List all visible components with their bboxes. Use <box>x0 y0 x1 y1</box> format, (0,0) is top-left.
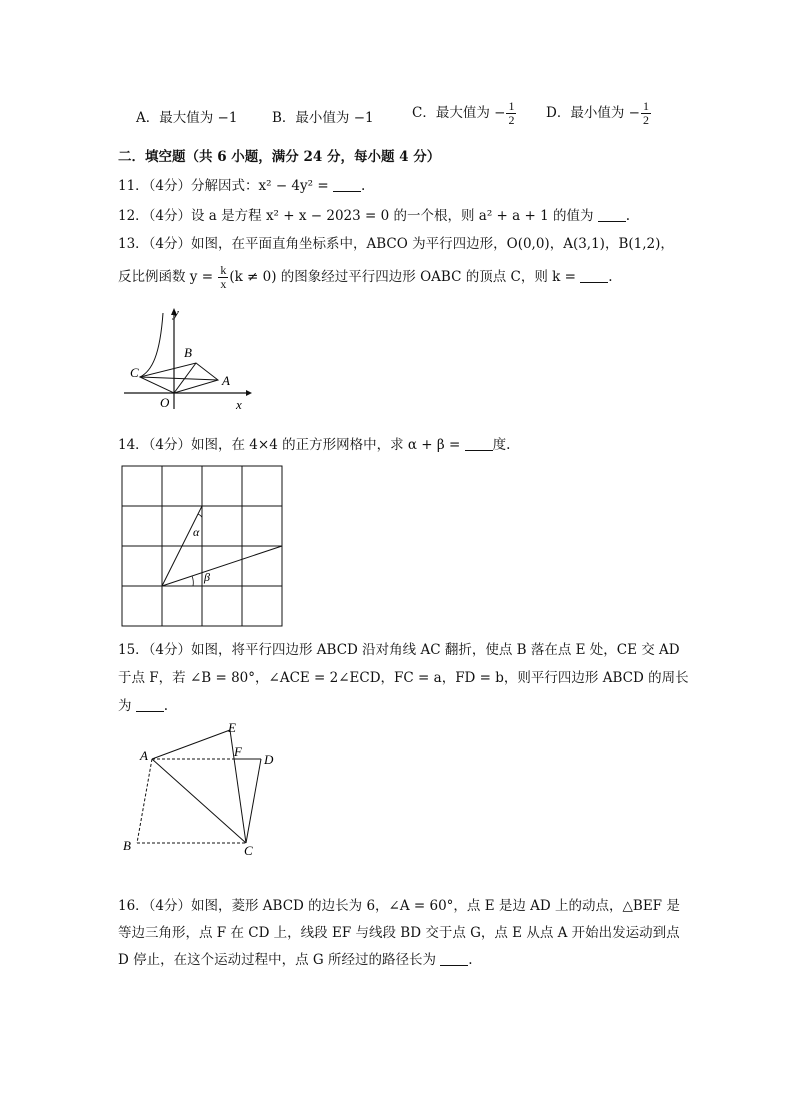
label-c: C <box>244 843 253 858</box>
question-11-text: 11．（4分）分解因式：x² − 4y² = <box>118 178 333 194</box>
answer-blank[interactable] <box>136 698 164 712</box>
question-15-line-3 <box>118 694 168 714</box>
choice-d-text: D．最小值为 − <box>546 105 640 121</box>
label-b: B <box>123 838 131 853</box>
q13-coordinate-figure <box>118 305 258 415</box>
q15-parallelogram-figure <box>118 716 288 858</box>
choice-a: A．最大值为 −1 <box>136 110 238 126</box>
answer-blank[interactable] <box>580 269 608 283</box>
label-a: A <box>222 373 230 388</box>
section-heading: 二．填空题（共 6 小题，满分 24 分，每小题 4 分） <box>118 149 441 165</box>
k-over-x-fraction: $\frac{k}{x}$ <box>220 263 227 291</box>
label-d: D <box>264 752 274 767</box>
question-15-text: 为 <box>118 698 136 714</box>
question-13-line-1: 13．（4分）如图，在平面直角坐标系中，ABCO 为平行四边形，O(0,0)，A(3,1)，B(1,2)， <box>118 236 674 252</box>
question-16-text: D 停止，在这个运动过程中，点 G 所经过的路径长为 <box>118 952 441 968</box>
question-15-line-1: 15．（4分）如图，将平行四边形 ABCD 沿对角线 AC 翻折，使点 B 落在点 E 处，CE 交 AD <box>118 642 680 658</box>
side-ab-dashed <box>137 759 152 843</box>
question-12-end: . <box>625 208 631 224</box>
question-11 <box>118 174 365 194</box>
choice-d <box>546 100 652 127</box>
question-13-text: 反比例函数 y = <box>118 269 218 285</box>
label-beta: β <box>204 570 210 584</box>
label-a: A <box>140 748 148 763</box>
choice-c-text: C．最大值为 − <box>412 105 506 121</box>
question-16-end: . <box>468 952 473 968</box>
alpha-arc <box>198 514 202 518</box>
label-e: E <box>228 720 236 735</box>
question-13-end: . <box>608 269 613 285</box>
label-x: x <box>236 397 242 412</box>
diagonal-ac <box>152 759 246 843</box>
question-14-end: 度. <box>492 437 511 453</box>
answer-blank[interactable] <box>440 952 468 966</box>
label-alpha: α <box>193 525 200 539</box>
beta-arc <box>192 576 193 586</box>
question-15-line-2: 于点 F，若 ∠B = 80°，∠ACE = 2∠ECD，FC = a，FD = b，则平行四边形 ABCD 的周长 <box>118 670 689 686</box>
question-11-end: . <box>360 178 366 194</box>
question-14 <box>118 433 510 453</box>
segment-ae <box>152 730 230 759</box>
answer-blank[interactable] <box>333 178 361 192</box>
diagonal-ca <box>140 377 218 380</box>
question-16-line-2: 等边三角形，点 F 在 CD 上，线段 EF 与线段 BD 交于点 G，点 E 从点 A 开始出发运动到点 <box>118 925 680 941</box>
side-dc <box>246 759 261 843</box>
choice-c <box>412 100 517 127</box>
question-16-line-1: 16．（4分）如图，菱形 ABCD 的边长为 6，∠A = 60°，点 E 是边 AD 上的动点，△BEF 是 <box>118 898 680 914</box>
label-o: O <box>160 395 170 410</box>
answer-blank[interactable] <box>465 437 493 451</box>
q14-grid-figure <box>118 462 286 630</box>
choice-d-fraction: $\frac{1}{2}$ <box>642 99 649 127</box>
question-15-end: . <box>163 698 169 714</box>
question-12 <box>118 204 630 224</box>
label-b: B <box>184 345 192 360</box>
question-14-text: 14．（4分）如图，在 4×4 的正方形网格中，求 α + β = <box>118 437 465 453</box>
choice-b: B．最小值为 −1 <box>272 110 374 126</box>
question-13-text-cont: (k ≠ 0) 的图象经过平行四边形 OABC 的顶点 C，则 k = <box>229 269 581 285</box>
hyperbola-curve <box>140 313 163 377</box>
question-13-line-2 <box>118 264 612 291</box>
slant-line <box>162 546 282 586</box>
label-f: F <box>234 744 242 759</box>
answer-blank[interactable] <box>598 208 626 222</box>
choice-c-fraction: $\frac{1}{2}$ <box>508 99 515 127</box>
label-c: C <box>130 365 139 380</box>
label-y: y <box>173 305 179 320</box>
question-16-line-3 <box>118 948 473 968</box>
x-axis-arrow <box>246 390 252 396</box>
question-12-text: 12．（4分）设 a 是方程 x² + x − 2023 = 0 的一个根，则 a² + a + 1 的值为 <box>118 208 598 224</box>
